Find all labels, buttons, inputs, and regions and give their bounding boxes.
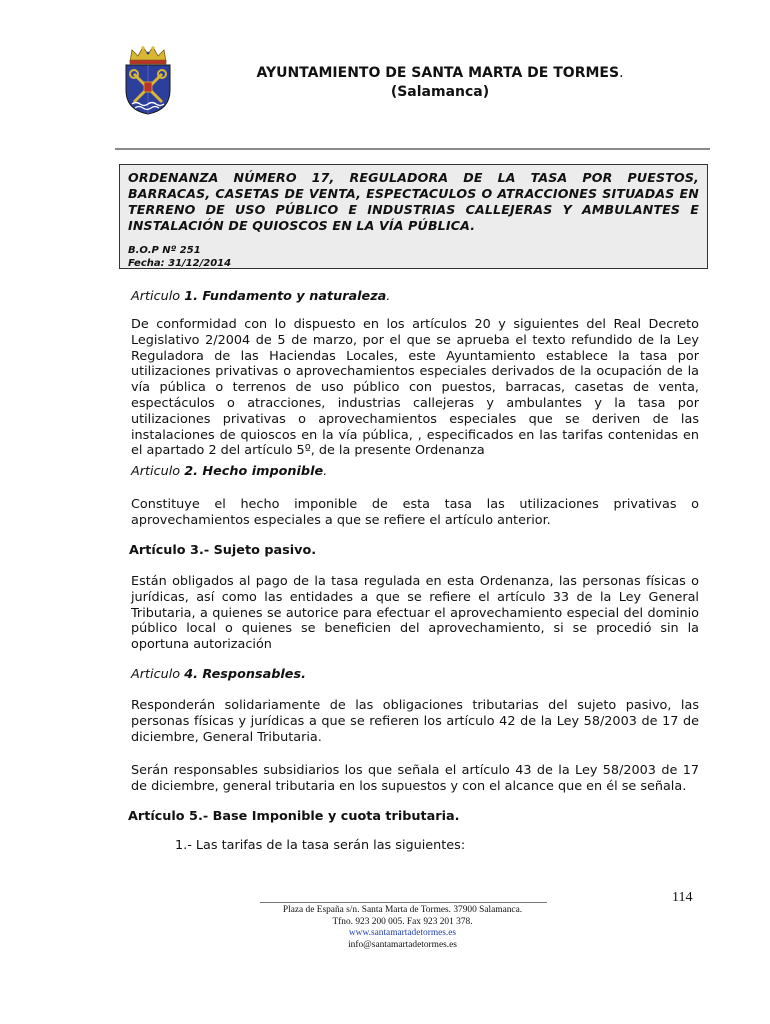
article-1-text: De conformidad con lo dispuesto en los artículos 20 y siguientes del Real Decreto Legislativo 2/2004 de 5 de marzo, por el que se aprueba el texto refundido de la Ley Reguladora de las Haciendas Locales, este Ayuntamiento establece la tasa por utilizaciones privativas o aprovechamientos especiales derivados de la ocupación de la vía pública o terrenos de uso público con puestos, barracas, casetas de venta, espectáculos o atracciones, industrias callejeras y ambulantes y la tasa por utilizaciones privativas o aprovechamientos especiales que se deriven de las instalaciones de quioscos en la vía pública, , especificados en las tarifas contenidas en el apartado 2 del artículo 5º, de la presente Ordenanza — [131, 317, 699, 459]
ordinance-title-box — [119, 164, 708, 269]
footer-divider — [260, 902, 547, 903]
footer-email[interactable]: info@santamartadetormes.es — [348, 939, 457, 950]
footer — [230, 905, 575, 951]
article-3-heading: Artículo 3.- Sujeto pasivo. — [129, 543, 317, 558]
ordinance-meta — [128, 244, 699, 270]
article-2-heading: Articulo 2. Hecho imponible. — [131, 464, 328, 479]
article-3-text: Están obligados al pago de la tasa regulada en esta Ordenanza, las personas físicas o jurídicas, así como las entidades a que se refiere el artículo 33 de la Ley General Tributaria, a quienes se autorice para efectuar el aprovechamiento especial del dominio público local o quienes se beneficien del aprovechamiento, si se procedió sin la oportuna autorización — [131, 574, 699, 653]
footer-phone: Tfno. 923 200 005. Fax 923 201 378. — [332, 916, 473, 927]
article-5-heading: Artículo 5.- Base Imponible y cuota tributaria. — [128, 809, 460, 824]
bop-date: Fecha: 31/12/2014 — [128, 258, 232, 269]
bop-number: B.O.P Nº 251 — [128, 245, 201, 256]
article-4-heading: Articulo 4. Responsables. — [131, 667, 306, 682]
footer-address: Plaza de España s/n. Santa Marta de Tormes. 37900 Salamanca. — [282, 905, 523, 915]
article-2-text: Constituye el hecho imponible de esta tasa las utilizaciones privativas o aprovechamientos especiales a que se refiere el artículo anterior. — [131, 497, 699, 528]
coat-of-arms-logo — [122, 44, 174, 116]
article-1-heading: Articulo 1. Fundamento y naturaleza. — [131, 289, 391, 304]
footer-website-link[interactable]: www.santamartadetormes.es — [348, 928, 457, 939]
municipality-name: AYUNTAMIENTO DE SANTA MARTA DE TORMES. — [256, 65, 624, 81]
province-name: (Salamanca) — [390, 84, 490, 100]
municipality-header — [200, 64, 680, 102]
article-5-item-1: 1.- Las tarifas de la tasa serán las siguientes: — [175, 838, 466, 853]
ordinance-title: ORDENANZA NÚMERO 17, REGULADORA DE LA TASA POR PUESTOS, BARRACAS, CASETAS DE VENTA, ESPECTACULOS O ATRACCIONES SITUADAS EN TERRENO DE USO PÚBLICO E INDUSTRIAS CALLEJERAS Y AMBULANTES E INSTALACIÓN DE QUIOSCOS EN LA VÍA PÚBLICA. — [128, 170, 699, 233]
article-4-text-1: Responderán solidariamente de las obligaciones tributarias del sujeto pasivo, las personas físicas y jurídicas a que se refieren los artículo 42 de la Ley 58/2003 de 17 de diciembre, General Tributaria. — [131, 698, 699, 745]
article-4-text-2: Serán responsables subsidiarios los que señala el artículo 43 de la Ley 58/2003 de 17 de diciembre, general tributaria en los supuestos y con el alcance que en él se señala. — [131, 763, 699, 794]
header-divider — [115, 148, 710, 150]
page-number: 114 — [672, 890, 693, 905]
